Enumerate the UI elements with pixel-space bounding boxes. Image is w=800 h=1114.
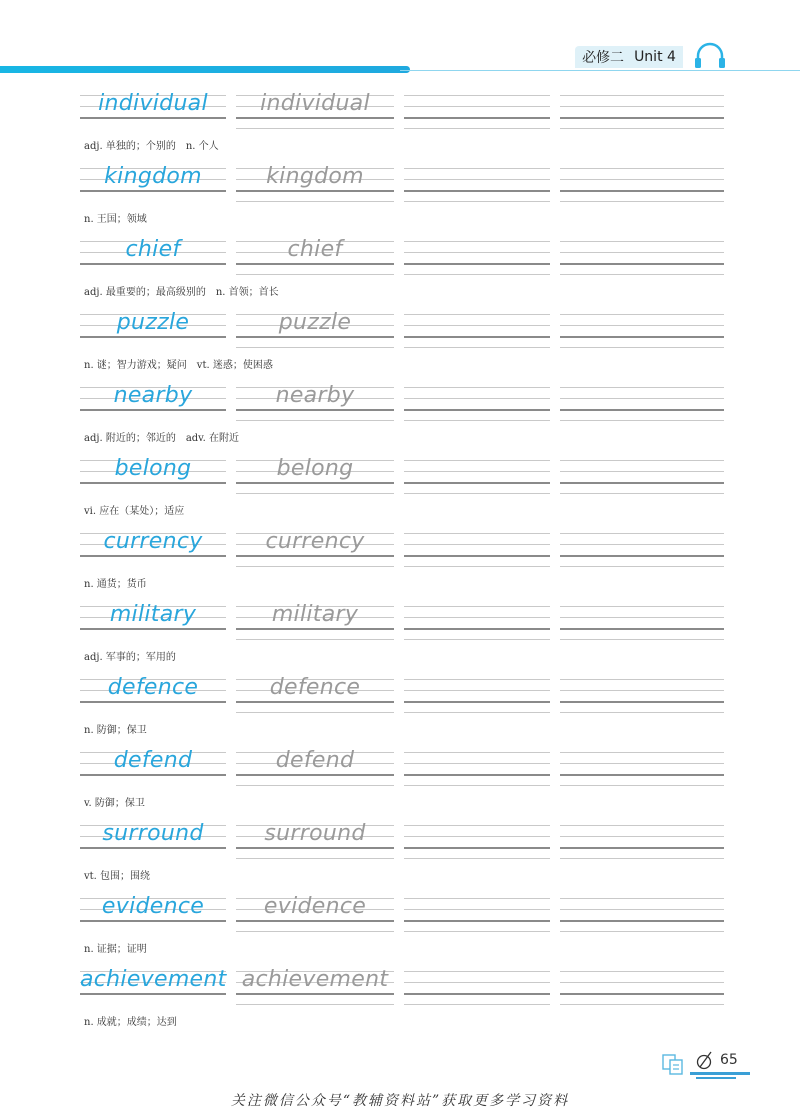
vocab-row xyxy=(0,818,800,891)
page-number: 65 xyxy=(720,1052,738,1068)
trace-word: belong xyxy=(276,456,354,481)
vocab-row xyxy=(0,453,800,526)
practice-ruling xyxy=(560,599,724,672)
unit-badge xyxy=(575,46,683,68)
practice-ruling xyxy=(560,672,724,745)
vocab-row xyxy=(0,88,800,161)
trace-word: chief xyxy=(287,237,343,262)
trace-word: puzzle xyxy=(278,310,352,335)
word-meaning: adj. 附近的；邻近的 adv. 在附近 xyxy=(84,433,240,444)
headphones-icon xyxy=(693,42,727,70)
model-word: currency xyxy=(103,529,203,554)
practice-ruling xyxy=(404,234,550,307)
practice-ruling xyxy=(560,964,724,1037)
trace-word: defend xyxy=(275,748,355,773)
practice-ruling xyxy=(404,307,550,380)
practice-ruling xyxy=(560,380,724,453)
trace-word: individual xyxy=(260,91,370,116)
trace-word: achievement xyxy=(241,967,389,992)
model-word: surround xyxy=(102,821,204,846)
practice-ruling xyxy=(560,818,724,891)
word-meaning: vi. 应在（某处）；适应 xyxy=(84,506,185,517)
practice-ruling xyxy=(404,453,550,526)
model-word: kingdom xyxy=(104,164,202,189)
vocab-row xyxy=(0,234,800,307)
model-word: individual xyxy=(98,91,208,116)
model-word: achievement xyxy=(80,967,227,992)
word-meaning: v. 防御；保卫 xyxy=(84,798,145,809)
model-word: defence xyxy=(107,675,199,700)
practice-ruling xyxy=(560,161,724,234)
trace-word: nearby xyxy=(275,383,355,408)
word-meaning: n. 防御；保卫 xyxy=(84,725,147,736)
vocab-row xyxy=(0,526,800,599)
vocab-row xyxy=(0,964,800,1037)
vocab-row xyxy=(0,380,800,453)
practice-ruling xyxy=(560,88,724,161)
vocab-row xyxy=(0,307,800,380)
practice-ruling xyxy=(560,234,724,307)
trace-word: currency xyxy=(265,529,365,554)
word-meaning: n. 通货；货币 xyxy=(84,579,147,590)
practice-ruling xyxy=(404,964,550,1037)
practice-ruling xyxy=(560,307,724,380)
model-word: evidence xyxy=(101,894,205,919)
model-word: nearby xyxy=(113,383,193,408)
vocab-row xyxy=(0,672,800,745)
page-number-underline-thin xyxy=(696,1077,736,1079)
clock-icon xyxy=(696,1050,714,1070)
trace-word: surround xyxy=(264,821,366,846)
vocab-row xyxy=(0,891,800,964)
practice-ruling xyxy=(560,526,724,599)
practice-ruling xyxy=(404,380,550,453)
word-meaning: adj. 最重要的；最高级别的 n. 首领；首长 xyxy=(84,287,279,298)
unit-label: Unit 4 xyxy=(634,49,676,65)
model-word: defend xyxy=(113,748,193,773)
word-meaning: n. 成就；成绩；达到 xyxy=(84,1017,177,1028)
model-word: belong xyxy=(114,456,192,481)
practice-ruling xyxy=(560,745,724,818)
trace-word: kingdom xyxy=(266,164,364,189)
practice-ruling xyxy=(404,818,550,891)
practice-ruling xyxy=(404,891,550,964)
model-word: chief xyxy=(125,237,181,262)
practice-ruling xyxy=(404,88,550,161)
practice-ruling xyxy=(404,161,550,234)
footer-note: 关注微信公众号“教辅资料站”获取更多学习资料 xyxy=(230,1093,570,1109)
practice-ruling xyxy=(404,672,550,745)
practice-ruling xyxy=(560,453,724,526)
word-meaning: n. 王国；领域 xyxy=(84,214,147,225)
practice-ruling xyxy=(404,526,550,599)
vocab-row xyxy=(0,745,800,818)
word-meaning: vt. 包围；围绕 xyxy=(84,871,151,882)
word-meaning: n. 证据；证明 xyxy=(84,944,147,955)
vocab-row xyxy=(0,161,800,234)
model-word: puzzle xyxy=(116,310,190,335)
page-number-underline xyxy=(690,1072,750,1075)
header-accent-bar xyxy=(0,66,410,73)
word-meaning: adj. 军事的；军用的 xyxy=(84,652,176,663)
word-meaning: adj. 单独的；个别的 n. 个人 xyxy=(84,141,219,152)
practice-ruling xyxy=(404,599,550,672)
practice-ruling xyxy=(560,891,724,964)
model-word: military xyxy=(109,602,197,627)
practice-ruling xyxy=(404,745,550,818)
page-icon xyxy=(662,1052,684,1076)
book-label: 必修二 xyxy=(582,50,625,66)
word-meaning: n. 谜；智力游戏；疑问 vt. 迷惑；使困惑 xyxy=(84,360,273,371)
trace-word: military xyxy=(271,602,359,627)
header-rule xyxy=(400,70,800,71)
vocab-row xyxy=(0,599,800,672)
trace-word: defence xyxy=(269,675,361,700)
trace-word: evidence xyxy=(263,894,367,919)
